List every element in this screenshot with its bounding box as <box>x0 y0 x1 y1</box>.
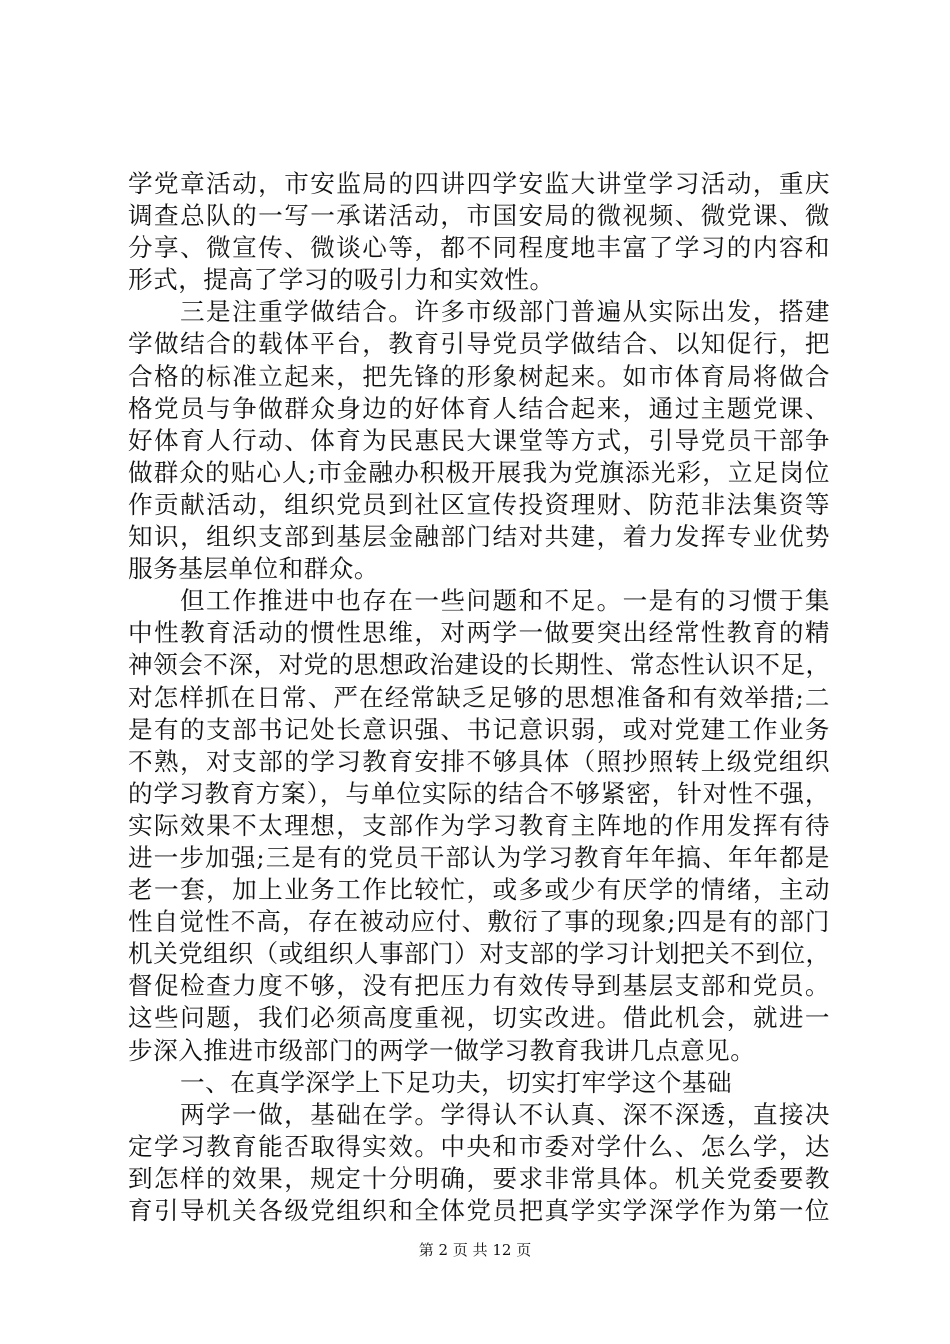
text-line: 一、在真学深学上下足功夫，切实打牢学这个基础 <box>180 1067 733 1097</box>
text-line: 调查总队的一写一承诺活动，市国安局的微视频、微党课、微 <box>128 201 830 231</box>
text-line: 机关党组织（或组织人事部门）对支部的学习计划把关不到位， <box>128 939 831 969</box>
text-line: 但工作推进中也存在一些问题和不足。一是有的习惯于集 <box>180 586 830 616</box>
text-line: 学党章活动，市安监局的四讲四学安监大讲堂学习活动，重庆 <box>128 169 830 198</box>
text-line: 知识，组织支部到基层金融部门结对共建，着力发挥专业优势 <box>128 522 830 552</box>
text-line: 服务基层单位和群众。 <box>128 554 379 584</box>
text-line: 格党员与争做群众身边的好体育人结合起来，通过主题党课、 <box>128 393 830 423</box>
text-line: 作贡献活动，组织党员到社区宣传投资理财、防范非法集资等 <box>128 489 830 519</box>
text-line: 步深入推进市级部门的两学一做学习教育我讲几点意见。 <box>128 1035 756 1065</box>
text-line: 神领会不深，对党的思想政治建设的长期性、常态性认识不足， <box>128 650 831 680</box>
text-line: 做群众的贴心人;市金融办积极开展我为党旗添光彩，立足岗位 <box>128 457 830 487</box>
text-line: 中性教育活动的惯性思维，对两学一做要突出经常性教育的精 <box>128 618 830 648</box>
text-line: 督促检查力度不够，没有把压力有效传导到基层支部和党员。 <box>128 971 830 1001</box>
text-line: 育引导机关各级党组织和全体党员把真学实学深学作为第一位 <box>128 1196 830 1225</box>
text-line: 好体育人行动、体育为民惠民大课堂等方式，引导党员干部争 <box>128 425 830 455</box>
document-body <box>128 168 830 1227</box>
text-line: 两学一做，基础在学。学得认不认真、深不深透，直接决 <box>180 1099 830 1129</box>
text-line: 是有的支部书记处长意识强、书记意识弱，或对党建工作业务 <box>128 714 830 744</box>
text-line: 实际效果不太理想，支部作为学习教育主阵地的作用发挥有待 <box>128 810 830 840</box>
text-line: 定学习教育能否取得实效。中央和市委对学什么、怎么学，达 <box>128 1131 830 1161</box>
text-line: 不熟，对支部的学习教育安排不够具体（照抄照转上级党组织 <box>128 746 830 776</box>
text-line: 的学习教育方案），与单位实际的结合不够紧密，针对性不强， <box>128 778 830 808</box>
text-line: 对怎样抓在日常、严在经常缺乏足够的思想准备和有效举措;二 <box>128 682 830 712</box>
text-line: 老一套，加上业务工作比较忙，或多或少有厌学的情绪，主动 <box>128 875 830 905</box>
text-line: 学做结合的载体平台，教育引导党员学做结合、以知促行，把 <box>128 329 830 359</box>
text-line: 进一步加强;三是有的党员干部认为学习教育年年搞、年年都是 <box>128 842 830 872</box>
text-line: 性自觉性不高，存在被动应付、敷衍了事的现象;四是有的部门 <box>128 907 830 937</box>
text-line: 形式，提高了学习的吸引力和实效性。 <box>128 265 555 295</box>
text-line: 到怎样的效果，规定十分明确，要求非常具体。机关党委要教 <box>128 1163 830 1193</box>
text-line: 合格的标准立起来，把先锋的形象树起来。如市体育局将做合 <box>128 361 830 391</box>
text-line: 分享、微宣传、微谈心等，都不同程度地丰富了学习的内容和 <box>128 233 830 263</box>
text-line: 三是注重学做结合。许多市级部门普遍从实际出发，搭建 <box>180 297 830 327</box>
page-footer: 第 2 页 共 12 页 <box>418 1241 532 1259</box>
text-line: 这些问题，我们必须高度重视，切实改进。借此机会，就进一 <box>128 1003 830 1033</box>
